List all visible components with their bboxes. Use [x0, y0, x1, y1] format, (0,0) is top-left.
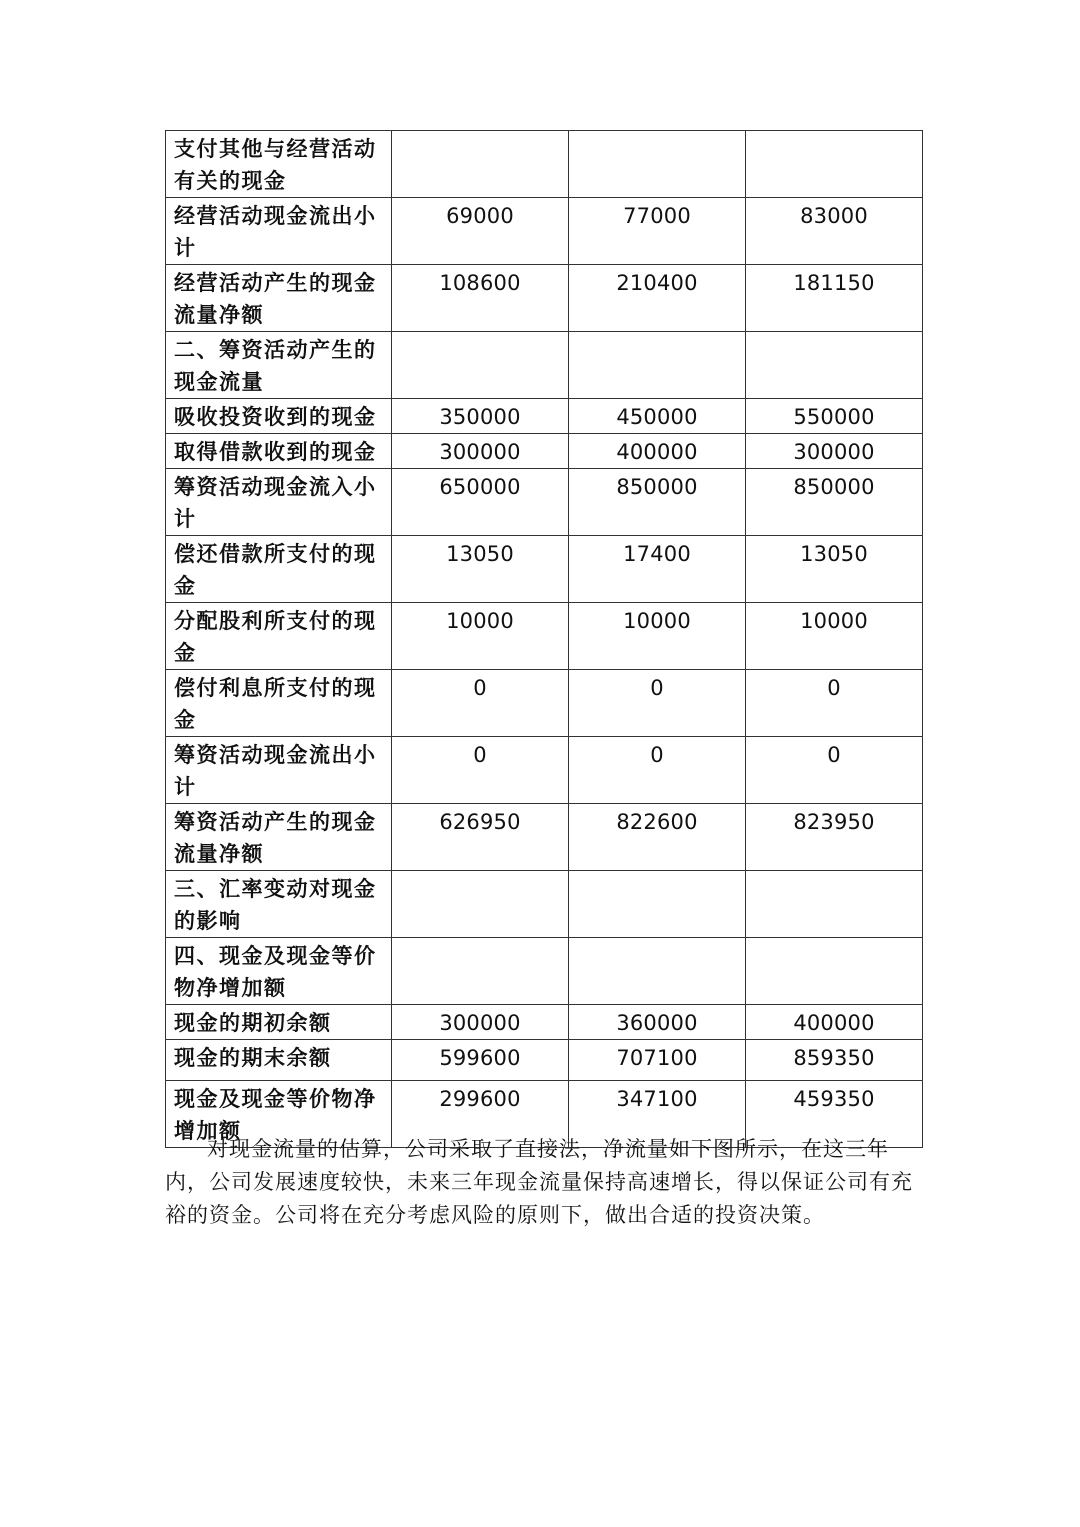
- year2-value: [569, 131, 746, 198]
- year1-value: 108600: [392, 265, 569, 332]
- table-row: [166, 804, 923, 871]
- year2-value: 450000: [569, 399, 746, 434]
- table-row: [166, 399, 923, 434]
- year1-value: 69000: [392, 198, 569, 265]
- year1-value: 626950: [392, 804, 569, 871]
- cash-flow-table: [165, 130, 923, 1148]
- table-row: [166, 469, 923, 536]
- year2-value: 10000: [569, 603, 746, 670]
- year1-value: 10000: [392, 603, 569, 670]
- year3-value: [746, 131, 923, 198]
- year2-value: 17400: [569, 536, 746, 603]
- year3-value: 181150: [746, 265, 923, 332]
- year3-value: 823950: [746, 804, 923, 871]
- year1-value: [392, 332, 569, 399]
- year3-value: 300000: [746, 434, 923, 469]
- table-row: [166, 131, 923, 198]
- table-row: [166, 536, 923, 603]
- year1-value: 650000: [392, 469, 569, 536]
- year3-value: 850000: [746, 469, 923, 536]
- row-label: 分配股利所支付的现金: [166, 603, 392, 670]
- year2-value: 400000: [569, 434, 746, 469]
- body-paragraph: [165, 1133, 922, 1232]
- year3-value: [746, 938, 923, 1005]
- table-row: [166, 198, 923, 265]
- year3-value: 13050: [746, 536, 923, 603]
- year2-value: 707100: [569, 1040, 746, 1081]
- year1-value: 0: [392, 737, 569, 804]
- table-row: [166, 603, 923, 670]
- year1-value: [392, 938, 569, 1005]
- year2-value: 0: [569, 670, 746, 737]
- row-label: 筹资活动现金流出小计: [166, 737, 392, 804]
- table-row: [166, 938, 923, 1005]
- year3-value: 859350: [746, 1040, 923, 1081]
- paragraph-text: 对现金流量的估算，公司采取了直接法，净流量如下图所示，在这三年内，公司发展速度较快，未来三年现金流量保持高速增长，得以保证公司有充裕的资金。公司将在充分考虑风险的原则下，做出合适的投资决策。: [165, 1137, 913, 1227]
- year1-value: 300000: [392, 434, 569, 469]
- year2-value: 210400: [569, 265, 746, 332]
- year1-value: [392, 131, 569, 198]
- row-label: 四、现金及现金等价物净增加额: [166, 938, 392, 1005]
- row-label: 三、汇率变动对现金的影响: [166, 871, 392, 938]
- row-label: 筹资活动产生的现金流量净额: [166, 804, 392, 871]
- row-label: 二、筹资活动产生的现金流量: [166, 332, 392, 399]
- row-label: 偿还借款所支付的现金: [166, 536, 392, 603]
- year2-value: [569, 332, 746, 399]
- row-label: 吸收投资收到的现金: [166, 399, 392, 434]
- table-row: [166, 265, 923, 332]
- table-row: [166, 670, 923, 737]
- table-row: [166, 332, 923, 399]
- year1-value: 299600: [392, 1081, 569, 1148]
- year3-value: 550000: [746, 399, 923, 434]
- year3-value: 400000: [746, 1005, 923, 1040]
- row-label: 现金及现金等价物净增加额: [166, 1081, 392, 1148]
- row-label: 现金的期初余额: [166, 1005, 392, 1040]
- table-row: [166, 1005, 923, 1040]
- year3-value: [746, 332, 923, 399]
- row-label: 取得借款收到的现金: [166, 434, 392, 469]
- year2-value: 360000: [569, 1005, 746, 1040]
- year2-value: 822600: [569, 804, 746, 871]
- year3-value: 0: [746, 670, 923, 737]
- year1-value: 0: [392, 670, 569, 737]
- row-label: 经营活动现金流出小计: [166, 198, 392, 265]
- year3-value: [746, 871, 923, 938]
- year2-value: 77000: [569, 198, 746, 265]
- row-label: 偿付利息所支付的现金: [166, 670, 392, 737]
- table-row: [166, 737, 923, 804]
- year1-value: 300000: [392, 1005, 569, 1040]
- row-label: 经营活动产生的现金流量净额: [166, 265, 392, 332]
- year2-value: 850000: [569, 469, 746, 536]
- year1-value: 13050: [392, 536, 569, 603]
- year3-value: 83000: [746, 198, 923, 265]
- table-row: [166, 434, 923, 469]
- table-row: [166, 1040, 923, 1081]
- year1-value: 599600: [392, 1040, 569, 1081]
- year3-value: 459350: [746, 1081, 923, 1148]
- year2-value: 0: [569, 737, 746, 804]
- year2-value: 347100: [569, 1081, 746, 1148]
- year2-value: [569, 871, 746, 938]
- row-label: 支付其他与经营活动有关的现金: [166, 131, 392, 198]
- year2-value: [569, 938, 746, 1005]
- table-row: [166, 871, 923, 938]
- year3-value: 0: [746, 737, 923, 804]
- row-label: 筹资活动现金流入小计: [166, 469, 392, 536]
- year3-value: 10000: [746, 603, 923, 670]
- year1-value: 350000: [392, 399, 569, 434]
- row-label: 现金的期末余额: [166, 1040, 392, 1081]
- year1-value: [392, 871, 569, 938]
